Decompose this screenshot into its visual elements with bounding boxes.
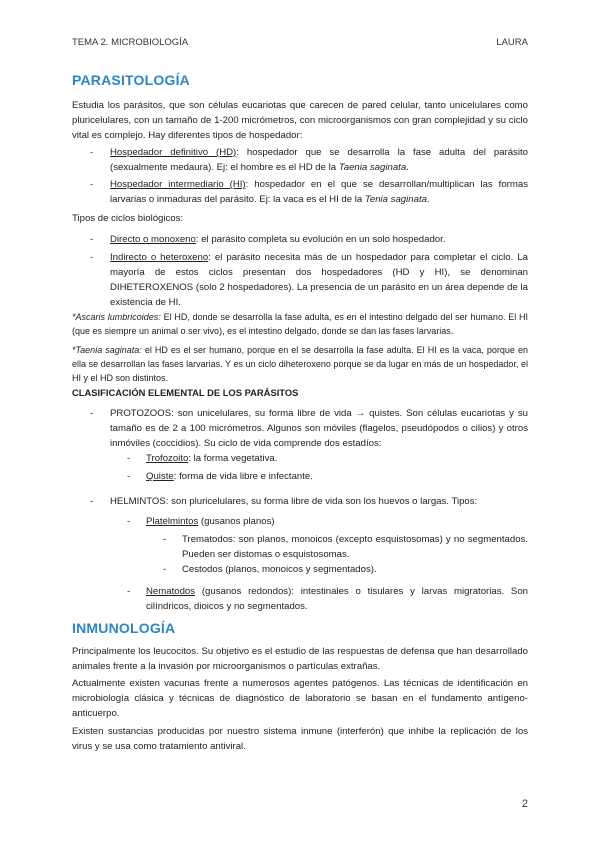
end: . xyxy=(406,162,409,173)
list-item-hi xyxy=(110,177,528,207)
definition: : hospedador que se desarrolla la fase adulta del parásito (sexualmente medaura). Ej: el hombre es el HD de la xyxy=(110,147,528,173)
list-item-nematodos xyxy=(146,584,528,614)
inmunologia-paragraph: Existen sustancias producidas por nuestro sistema inmune (interferón) que inhibe la replicación de los virus y se usa como tratamiento antiviral. xyxy=(72,726,528,752)
inmunologia-paragraph: Principalmente los leucocitos. Su objetivo es el estudio de las respuestas de defensa que han desarrollado animales frente a la invasión por microorganismos o partículas extrañas. xyxy=(72,646,528,672)
term: Trofozoito xyxy=(146,453,189,464)
list-item-hd xyxy=(110,145,528,175)
inmunologia-paragraph: Actualmente existen vacunas frente a numerosos agentes patógenos. Las técnicas de identificación en microbiología clásica y técnicas de diagnóstico de laboratorio se basan en el fundamento antígeno-anticuerpo. xyxy=(72,678,528,719)
list-bullet: - xyxy=(90,234,94,245)
header-author: LAURA xyxy=(496,37,528,48)
species: *Taenia saginata: xyxy=(72,345,142,355)
cycles-intro: Tipos de ciclos biológicos: xyxy=(72,213,184,224)
definition: : el parásito necesita más de un hospedador para completar el ciclo. La mayoría de estos ciclos presentan dos hospedadores (HD y HI), se denominan DIHETEROXENOS (solo 2 hospedadores). La presencia de un parásito en un área depende de la existencia de HI. xyxy=(110,252,528,308)
list-item-quiste xyxy=(146,469,528,484)
page-header xyxy=(72,37,528,51)
list-bullet: - xyxy=(90,496,94,507)
example-taenia xyxy=(72,343,528,385)
definition: : forma de vida libre e infectante. xyxy=(173,471,313,482)
definition: (gusanos redondos): intestinales o tisulares y larvas migratorias. Son cilíndricos, dioicos y no segmentados. xyxy=(146,586,528,612)
term: Indirecto o heteroxeno xyxy=(110,252,209,263)
end: . xyxy=(426,194,430,205)
species: Tenia saginata xyxy=(364,194,427,205)
species: Taenia saginata xyxy=(338,162,407,173)
list-bullet: - xyxy=(127,586,131,597)
list-item-trematodos: Trematodos: son planos, monoicos (excepto esquistosomas) y no segmentados. Pueden ser distomas o esquistosomas. xyxy=(182,534,528,560)
list-bullet: - xyxy=(90,252,94,263)
list-bullet: - xyxy=(163,534,167,545)
list-bullet: - xyxy=(90,147,94,158)
list-item-cestodos: Cestodos (planos, monoicos y segmentados). xyxy=(182,564,377,575)
list-bullet: - xyxy=(127,516,131,527)
definition: (gusanos planos) xyxy=(198,516,275,527)
parasitologia-intro: Estudia los parásitos, que son células eucariotas que carecen de pared celular, tanto unicelulares como pluricelulares, con un tamaño de 1-200 micrómetros, con microorganismos con gran complejidad y su ciclo vital es complejo. Hay diferentes tipos de hospedador: xyxy=(72,100,528,141)
header-subject: TEMA 2. MICROBIOLOGÍA xyxy=(72,37,189,48)
definition: : hospedador en el que se desarrollan/multiplican las formas larvarias o inmaduras del parásito. Ej: la vaca es el HI de la xyxy=(110,179,528,205)
term: Hospedador definitivo (HD) xyxy=(110,147,237,158)
species: *Ascaris lumbricoides: xyxy=(72,312,161,322)
definition: : la forma vegetativa. xyxy=(188,453,278,464)
list-item-trofozoito xyxy=(146,451,528,466)
list-item-helmintos: HELMINTOS: son pluricelulares, su forma libre de vida son los huevos o largas. Tipos: xyxy=(110,496,478,507)
page-number: 2 xyxy=(521,798,528,810)
section-title-parasitologia: PARASITOLOGÍA xyxy=(72,72,190,88)
classification-title: CLASIFICACIÓN ELEMENTAL DE LOS PARÁSITOS xyxy=(72,387,299,398)
example-text: El HD, donde se desarrolla la fase adulta, es en el intestino delgado del ser humano. El HI (que es siempre un animal o ser vivo), es el intestino delgado, donde se dan las fases larvarias. xyxy=(72,312,529,336)
list-bullet: - xyxy=(127,471,131,482)
list-item-platelmintos xyxy=(146,514,528,529)
example-text: el HD es el ser humano, porque en el se desarrolla la fase adulta. El HI es la vaca, porque en ella se desarrollan las fases larvarias. Y es un ciclo diheteroxeno porque se da lugar en más de un hospedador, el HI y el HD son distintos. xyxy=(72,345,528,383)
term: Directo o monoxeno xyxy=(110,234,196,245)
example-ascaris xyxy=(72,310,528,338)
term: Nematodos xyxy=(146,586,196,597)
term: Hospedador intermediario (HI) xyxy=(110,179,246,190)
list-item-protozoos: PROTOZOOS: son unicelulares, su forma libre de vida → quistes. Son células eucariotas y su tamaño es de 2 a 100 micrómetros. Algunos son móviles (flagelos, pseudópodos o cilios) y otros inmóviles (coccidios). Su ciclo de vida comprende dos estadíos: xyxy=(110,408,528,449)
list-bullet: - xyxy=(127,453,131,464)
term: Quiste xyxy=(146,471,174,482)
term: Platelmintos xyxy=(146,516,199,527)
list-bullet: - xyxy=(90,179,94,190)
definition: : el parásito completa su evolución en un solo hospedador. xyxy=(195,234,446,245)
list-item-monoxeno xyxy=(110,232,528,247)
section-title-inmunologia: INMUNOLOGÍA xyxy=(72,620,176,636)
list-bullet: - xyxy=(90,408,94,419)
list-bullet: - xyxy=(163,564,167,575)
list-item-heteroxeno xyxy=(110,250,528,310)
